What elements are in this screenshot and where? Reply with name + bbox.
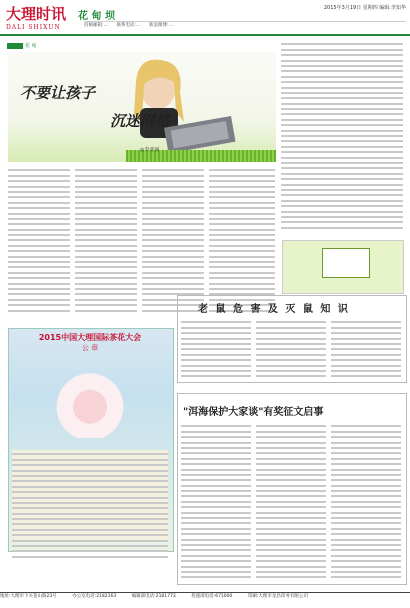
tag-label: 花 甸 <box>25 43 37 49</box>
logo-text: 大理时讯 <box>6 5 67 23</box>
rodent-column-1 <box>181 318 251 378</box>
article-title-line1: 不要让孩子 <box>20 84 96 102</box>
contest-box-title: "洱海保护大家谈"有奖征文启事 <box>183 407 324 418</box>
page-footer <box>0 592 410 608</box>
section-name: 花 甸 坝 <box>78 11 115 22</box>
article-byline: ◎李亚丽 <box>140 147 160 153</box>
poster-text-block <box>12 450 168 540</box>
footer-tel-delivery: 投递部电话:671000 <box>191 594 233 599</box>
camellia-image <box>22 360 158 438</box>
article-column-2 <box>75 166 137 316</box>
contest-column-2 <box>256 422 326 580</box>
contact-bar <box>84 21 406 32</box>
article-column-4 <box>209 166 275 316</box>
rodent-column-2 <box>256 318 326 378</box>
contact-weibo: 新浪微博:… <box>148 23 173 28</box>
footer-printer: 印刷:大理市龙昌印务有限公司 <box>247 594 308 599</box>
footer-address: 地址:大理市下关苍山路23号 <box>0 594 57 599</box>
article-title-line2: 沉迷网络 <box>110 112 171 130</box>
rodent-box-title: 老 鼠 危 害 及 灭 鼠 知 识 <box>198 304 350 315</box>
contact-email: 投稿邮箱:… <box>84 23 109 28</box>
tag-bar-icon <box>7 43 23 49</box>
house-icon <box>322 248 370 278</box>
rodent-column-3 <box>331 318 401 378</box>
footer-tel-editor: 编辑部电话:2181773 <box>131 594 176 599</box>
footer-tel-office: 办公室电话:2182163 <box>72 594 117 599</box>
issue-date: 2015年3月19日 星期四 编辑:李知华 <box>323 5 406 11</box>
poster-subheading: 公 章 <box>81 344 99 352</box>
contact-phone: 联系电话:… <box>116 23 141 28</box>
newspaper-logo <box>6 3 66 31</box>
article-column-5 <box>281 40 403 235</box>
contest-column-3 <box>331 422 401 580</box>
logo-subtitle: DALI SHIXUN <box>6 24 61 31</box>
poster-heading: 2015中国大理国际茶花大会 <box>38 333 142 342</box>
article-column-1 <box>8 166 70 316</box>
page-tag <box>7 42 37 49</box>
contest-column-1 <box>181 422 251 580</box>
article-column-3 <box>142 166 204 316</box>
